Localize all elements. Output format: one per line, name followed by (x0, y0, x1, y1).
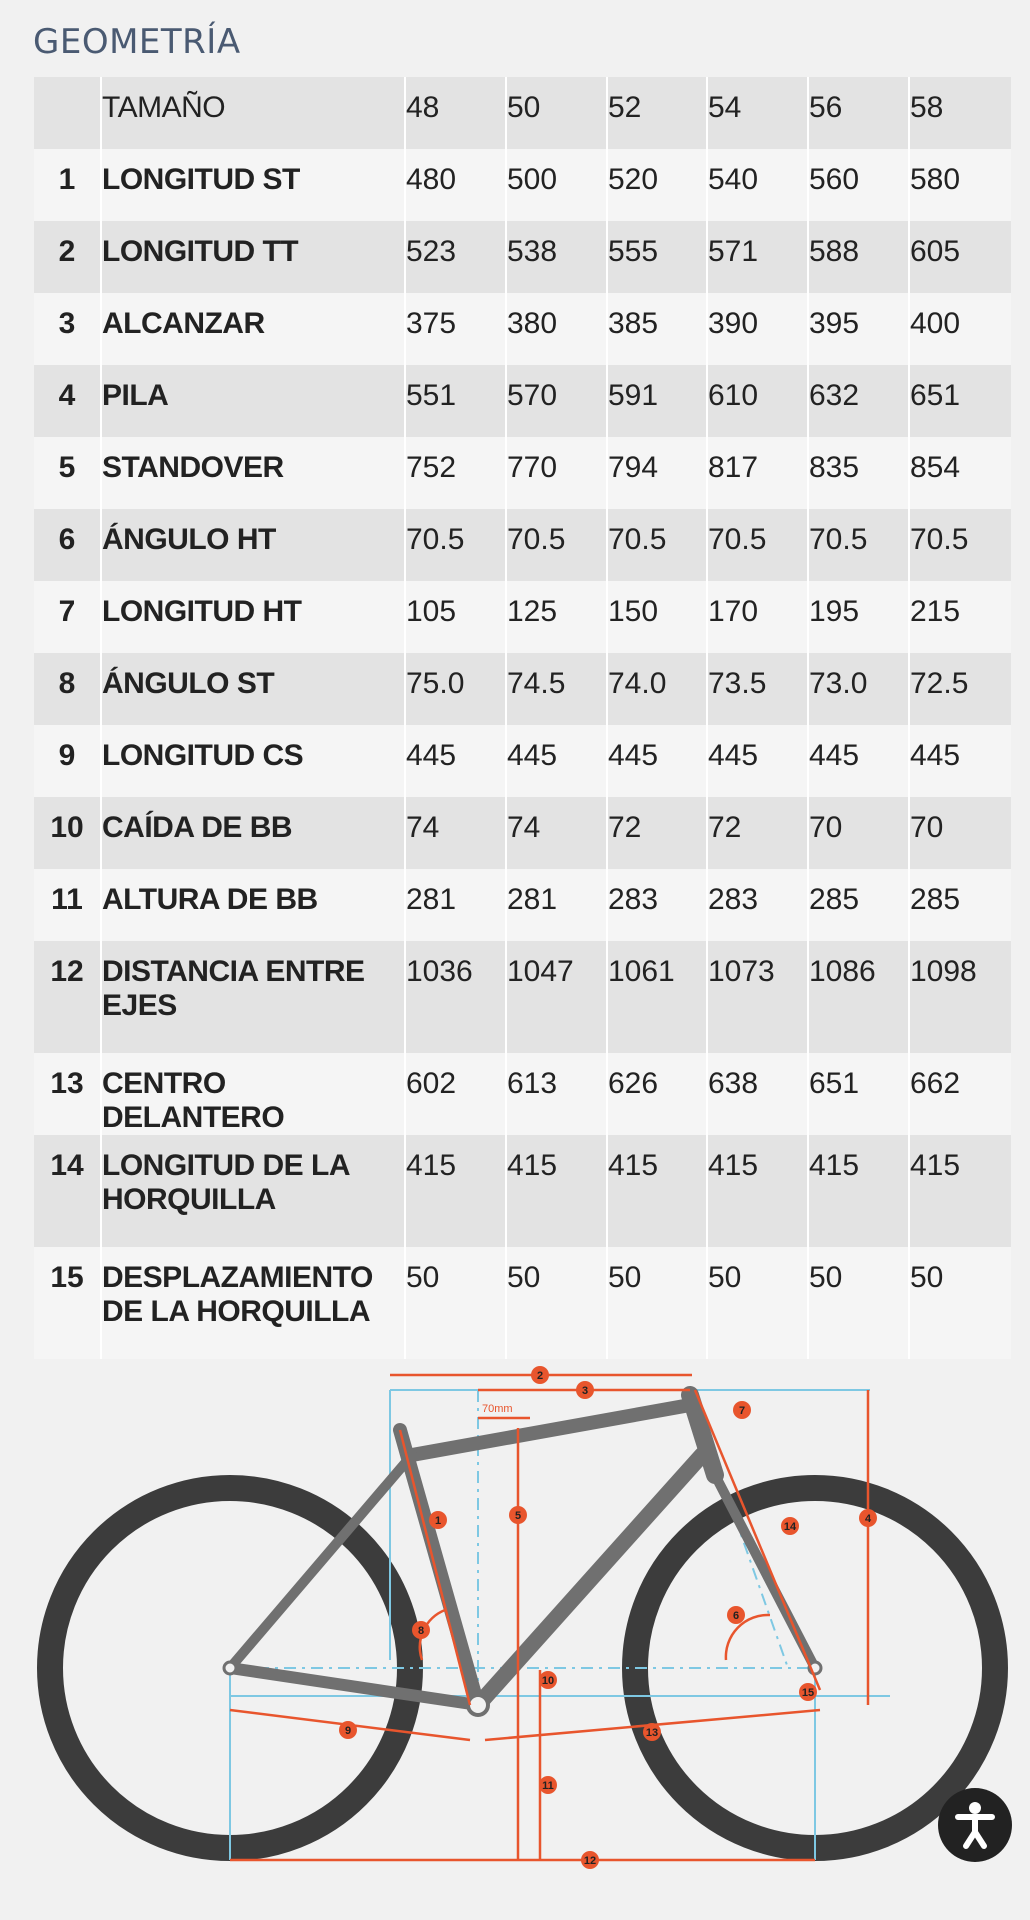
row-value: 651 (910, 365, 1011, 437)
row-label: ALTURA DE BB (102, 869, 406, 941)
row-value: 385 (608, 293, 708, 365)
dimension-marker-14 (781, 1517, 799, 1535)
row-label: CENTRO DELANTERO (102, 1053, 406, 1135)
row-value: 400 (910, 293, 1011, 365)
row-label: CAÍDA DE BB (102, 797, 406, 869)
accessibility-button[interactable] (938, 1788, 1012, 1862)
row-number: 3 (34, 293, 102, 365)
row-number: 2 (34, 221, 102, 293)
table-row (34, 149, 1011, 221)
dimension-marker-5 (509, 1506, 527, 1524)
row-number: 15 (34, 1247, 102, 1359)
row-label: DESPLAZAMIENTO DE LA HORQUILLA (102, 1247, 406, 1359)
row-label: PILA (102, 365, 406, 437)
row-label: LONGITUD TT (102, 221, 406, 293)
row-value: 570 (507, 365, 608, 437)
row-value: 770 (507, 437, 608, 509)
svg-text:6: 6 (732, 1610, 740, 1622)
row-value: 74 (406, 797, 507, 869)
row-value: 1047 (507, 941, 608, 1053)
row-label: LONGITUD DE LA HORQUILLA (102, 1135, 406, 1247)
header-size-value: 54 (708, 77, 809, 149)
row-value: 395 (809, 293, 910, 365)
row-value: 651 (809, 1053, 910, 1135)
table-row (34, 725, 1011, 797)
table-row (34, 581, 1011, 653)
row-value: 50 (910, 1247, 1011, 1359)
row-value: 50 (809, 1247, 910, 1359)
header-size-value: 56 (809, 77, 910, 149)
row-value: 390 (708, 293, 809, 365)
table-row (34, 869, 1011, 941)
row-value: 638 (708, 1053, 809, 1135)
row-value: 445 (507, 725, 608, 797)
table-row (34, 653, 1011, 725)
table-row (34, 509, 1011, 581)
table-row (34, 437, 1011, 509)
row-value: 1086 (809, 941, 910, 1053)
row-label: ÁNGULO HT (102, 509, 406, 581)
row-value: 283 (708, 869, 809, 941)
row-number: 13 (34, 1053, 102, 1135)
row-number: 11 (34, 869, 102, 941)
row-value: 70 (809, 797, 910, 869)
row-number: 7 (34, 581, 102, 653)
row-value: 571 (708, 221, 809, 293)
svg-text:7: 7 (738, 1405, 746, 1417)
row-value: 170 (708, 581, 809, 653)
row-value: 125 (507, 581, 608, 653)
row-value: 1061 (608, 941, 708, 1053)
header-size-value: 48 (406, 77, 507, 149)
row-value: 538 (507, 221, 608, 293)
header-num-cell (34, 77, 102, 149)
row-value: 70.5 (809, 509, 910, 581)
row-value: 70.5 (406, 509, 507, 581)
row-value: 551 (406, 365, 507, 437)
row-value: 415 (708, 1135, 809, 1247)
row-value: 613 (507, 1053, 608, 1135)
row-value: 375 (406, 293, 507, 365)
table-body (34, 149, 1011, 1359)
dimension-marker-1 (429, 1511, 447, 1529)
row-value: 215 (910, 581, 1011, 653)
row-value: 74.5 (507, 653, 608, 725)
header-size-value: 50 (507, 77, 608, 149)
header-size-value: 58 (910, 77, 1011, 149)
table-row (34, 293, 1011, 365)
row-value: 70.5 (910, 509, 1011, 581)
svg-text:8: 8 (417, 1625, 425, 1637)
svg-text:11: 11 (542, 1780, 554, 1792)
row-value: 560 (809, 149, 910, 221)
row-value: 72.5 (910, 653, 1011, 725)
dimension-marker-6 (727, 1606, 745, 1624)
table-row (34, 797, 1011, 869)
dimension-marker-9 (339, 1721, 357, 1739)
dimension-marker-8 (412, 1621, 430, 1639)
row-value: 415 (809, 1135, 910, 1247)
row-value: 602 (406, 1053, 507, 1135)
row-value: 835 (809, 437, 910, 509)
row-value: 817 (708, 437, 809, 509)
svg-text:9: 9 (344, 1725, 352, 1737)
dimension-marker-3 (576, 1381, 594, 1399)
row-value: 50 (608, 1247, 708, 1359)
row-number: 1 (34, 149, 102, 221)
table-row (34, 365, 1011, 437)
svg-text:2: 2 (536, 1370, 544, 1382)
row-value: 1098 (910, 941, 1011, 1053)
row-value: 195 (809, 581, 910, 653)
row-number: 5 (34, 437, 102, 509)
dimension-marker-7 (733, 1401, 751, 1419)
header-size-label: TAMAÑO (102, 77, 406, 149)
row-value: 415 (910, 1135, 1011, 1247)
row-value: 72 (708, 797, 809, 869)
dimension-note-70mm: 70mm (482, 1403, 513, 1415)
row-value: 75.0 (406, 653, 507, 725)
table-row (34, 221, 1011, 293)
row-value: 610 (708, 365, 809, 437)
row-label: STANDOVER (102, 437, 406, 509)
row-value: 415 (406, 1135, 507, 1247)
row-value: 50 (507, 1247, 608, 1359)
dimension-marker-11 (539, 1776, 557, 1794)
row-value: 632 (809, 365, 910, 437)
row-value: 150 (608, 581, 708, 653)
bike-frame (230, 1395, 815, 1705)
dimension-marker-10 (539, 1671, 557, 1689)
row-value: 580 (910, 149, 1011, 221)
row-value: 285 (910, 869, 1011, 941)
svg-text:5: 5 (514, 1510, 522, 1522)
row-value: 283 (608, 869, 708, 941)
row-number: 4 (34, 365, 102, 437)
row-number: 6 (34, 509, 102, 581)
row-value: 752 (406, 437, 507, 509)
row-value: 1073 (708, 941, 809, 1053)
row-number: 9 (34, 725, 102, 797)
row-value: 70.5 (708, 509, 809, 581)
row-value: 626 (608, 1053, 708, 1135)
row-value: 588 (809, 221, 910, 293)
table-row (34, 1053, 1011, 1135)
dimension-marker-15 (799, 1683, 817, 1701)
row-value: 500 (507, 149, 608, 221)
table-row (34, 1247, 1011, 1359)
row-value: 281 (507, 869, 608, 941)
row-value: 74 (507, 797, 608, 869)
row-number: 10 (34, 797, 102, 869)
row-value: 73.0 (809, 653, 910, 725)
row-value: 445 (608, 725, 708, 797)
dimension-marker-4 (859, 1509, 877, 1527)
row-number: 14 (34, 1135, 102, 1247)
row-value: 70 (910, 797, 1011, 869)
geometry-table (34, 77, 1011, 1359)
row-value: 523 (406, 221, 507, 293)
row-value: 794 (608, 437, 708, 509)
svg-text:10: 10 (541, 1675, 555, 1687)
row-value: 415 (608, 1135, 708, 1247)
row-number: 8 (34, 653, 102, 725)
svg-text:14: 14 (783, 1521, 797, 1533)
row-value: 50 (406, 1247, 507, 1359)
svg-text:13: 13 (645, 1727, 659, 1739)
row-label: LONGITUD ST (102, 149, 406, 221)
svg-text:3: 3 (581, 1385, 589, 1397)
row-value: 50 (708, 1247, 809, 1359)
row-label: LONGITUD CS (102, 725, 406, 797)
row-value: 445 (406, 725, 507, 797)
row-label: ÁNGULO ST (102, 653, 406, 725)
page-title: GEOMETRÍA (33, 22, 241, 62)
row-value: 445 (910, 725, 1011, 797)
row-value: 662 (910, 1053, 1011, 1135)
row-value: 520 (608, 149, 708, 221)
row-number: 12 (34, 941, 102, 1053)
table-row (34, 941, 1011, 1053)
row-value: 445 (708, 725, 809, 797)
row-value: 70.5 (608, 509, 708, 581)
dimension-marker-13 (643, 1723, 661, 1741)
row-value: 380 (507, 293, 608, 365)
row-value: 445 (809, 725, 910, 797)
bike-geometry-diagram (30, 1360, 1010, 1870)
row-label: ALCANZAR (102, 293, 406, 365)
row-value: 854 (910, 437, 1011, 509)
table-row (34, 1135, 1011, 1247)
row-value: 285 (809, 869, 910, 941)
row-value: 591 (608, 365, 708, 437)
row-value: 415 (507, 1135, 608, 1247)
svg-text:1: 1 (434, 1515, 442, 1527)
row-value: 72 (608, 797, 708, 869)
svg-text:15: 15 (801, 1687, 815, 1699)
header-size-value: 52 (608, 77, 708, 149)
dimension-marker-2 (531, 1366, 549, 1384)
row-value: 605 (910, 221, 1011, 293)
svg-text:12: 12 (583, 1855, 597, 1867)
row-label: LONGITUD HT (102, 581, 406, 653)
row-value: 555 (608, 221, 708, 293)
row-value: 281 (406, 869, 507, 941)
svg-text:4: 4 (864, 1513, 872, 1525)
row-value: 1036 (406, 941, 507, 1053)
row-value: 70.5 (507, 509, 608, 581)
row-value: 73.5 (708, 653, 809, 725)
row-value: 480 (406, 149, 507, 221)
dimension-marker-12 (581, 1851, 599, 1869)
row-value: 74.0 (608, 653, 708, 725)
row-label: DISTANCIA ENTRE EJES (102, 941, 406, 1053)
row-value: 105 (406, 581, 507, 653)
accessibility-icon (938, 1788, 1012, 1862)
table-header-row (34, 77, 1011, 149)
row-value: 540 (708, 149, 809, 221)
dimension-markers (339, 1366, 877, 1869)
